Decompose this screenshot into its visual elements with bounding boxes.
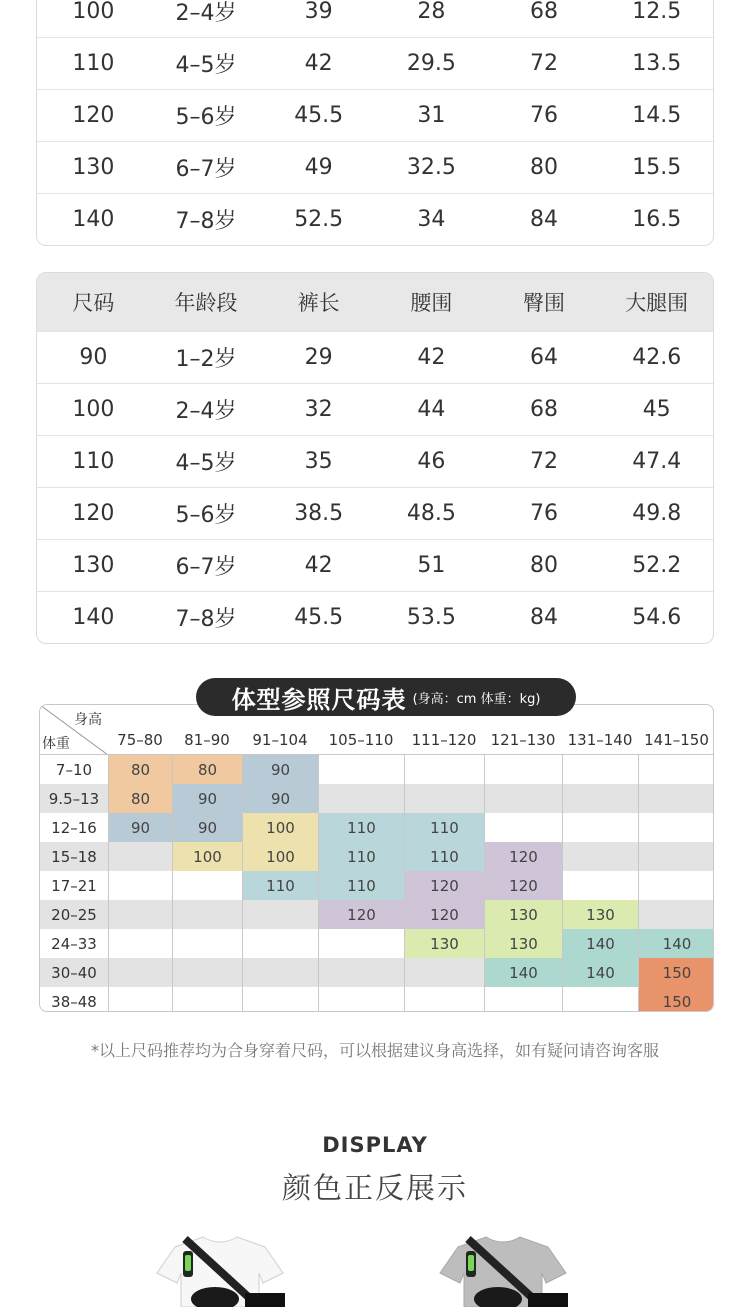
pants-size-cell: 100 <box>72 397 115 422</box>
header-hip: 臀围 <box>523 291 566 315</box>
size-recommendation-cell: 130 <box>562 900 638 929</box>
size-recommendation-cell <box>108 871 172 900</box>
size-cell: 16.5 <box>632 207 682 232</box>
size-recommendation-cell: 90 <box>242 755 318 784</box>
size-recommendation-cell <box>172 900 242 929</box>
size-recommendation-cell <box>318 958 404 987</box>
pants-size-cell: 53.5 <box>406 605 456 630</box>
size-recommendation-cell: 80 <box>108 755 172 784</box>
size-recommendation-cell <box>404 987 484 1012</box>
size-recommendation-cell <box>108 842 172 871</box>
pants-size-cell: 64 <box>530 345 559 370</box>
header-pants-length: 裤长 <box>297 291 340 315</box>
pants-size-cell: 35 <box>304 449 333 474</box>
size-recommendation-cell <box>172 871 242 900</box>
size-recommendation-cell: 110 <box>318 871 404 900</box>
pants-size-cell: 32 <box>304 397 333 422</box>
display-title-cn: 颜色正反展示 <box>281 1171 468 1205</box>
corner-weight-label: 体重 <box>42 736 70 752</box>
weight-row <box>40 813 714 842</box>
size-recommendation-cell: 90 <box>108 813 172 842</box>
chart-corner <box>40 705 108 755</box>
size-recommendation-cell: 110 <box>242 871 318 900</box>
table-row <box>37 141 713 193</box>
size-recommendation-cell: 150 <box>638 987 714 1012</box>
header-thigh: 大腿围 <box>625 291 689 315</box>
table-row <box>37 37 713 89</box>
size-cell: 68 <box>530 0 559 24</box>
weight-row <box>40 929 714 958</box>
size-cell: 7–8岁 <box>175 209 237 234</box>
size-cell: 14.5 <box>632 103 682 128</box>
size-recommendation-cell <box>562 813 638 842</box>
pants-size-cell: 49.8 <box>632 501 682 526</box>
pants-size-cell: 68 <box>530 397 559 422</box>
size-recommendation-cell <box>562 784 638 813</box>
size-cell: 45.5 <box>294 103 344 128</box>
pants-size-cell: 72 <box>530 449 559 474</box>
size-recommendation-cell <box>484 813 562 842</box>
pants-size-cell: 38.5 <box>294 501 344 526</box>
size-cell: 110 <box>72 51 115 76</box>
size-cell: 80 <box>530 155 559 180</box>
size-recommendation-cell <box>484 987 562 1012</box>
pants-size-cell: 120 <box>72 501 115 526</box>
weight-row <box>40 987 714 1012</box>
size-recommendation-cell <box>108 958 172 987</box>
height-range-header: 91–104 <box>252 731 308 749</box>
weight-row <box>40 900 714 929</box>
table-row <box>37 0 713 37</box>
size-recommendation-cell: 110 <box>318 813 404 842</box>
pants-size-cell: 54.6 <box>632 605 682 630</box>
size-cell: 15.5 <box>632 155 682 180</box>
size-recommendation-cell <box>638 871 714 900</box>
size-recommendation-cell <box>318 784 404 813</box>
pants-size-cell: 80 <box>530 553 559 578</box>
size-cell: 140 <box>72 207 115 232</box>
pants-size-cell: 45 <box>642 397 671 422</box>
pants-size-cell: 110 <box>72 449 115 474</box>
size-cell: 4–5岁 <box>175 53 237 78</box>
size-cell: 42 <box>304 51 333 76</box>
size-cell: 34 <box>417 207 446 232</box>
pants-size-cell: 46 <box>417 449 446 474</box>
pants-size-cell: 1–2岁 <box>175 347 237 372</box>
corner-height-label: 身高 <box>74 712 102 728</box>
height-range-header: 111–120 <box>411 731 477 749</box>
chart-subtitle-text: (身高：cm 体重：kg) <box>412 691 541 707</box>
size-recommendation-cell <box>638 900 714 929</box>
size-recommendation-cell: 140 <box>638 929 714 958</box>
size-recommendation-cell: 90 <box>242 784 318 813</box>
table-row <box>37 435 713 487</box>
pants-size-cell: 29 <box>304 345 333 370</box>
pants-size-cell: 5–6岁 <box>175 503 237 528</box>
size-recommendation-cell <box>108 900 172 929</box>
size-cell: 29.5 <box>406 51 456 76</box>
size-recommendation-cell: 120 <box>484 842 562 871</box>
size-cell: 39 <box>304 0 333 24</box>
size-cell: 130 <box>72 155 115 180</box>
size-recommendation-cell <box>562 871 638 900</box>
size-recommendation-cell <box>172 958 242 987</box>
weight-range-label: 7–10 <box>55 760 93 779</box>
size-recommendation-cell: 130 <box>484 929 562 958</box>
size-cell: 2–4岁 <box>175 1 237 26</box>
size-recommendation-cell: 140 <box>562 958 638 987</box>
size-recommendation-cell <box>562 755 638 784</box>
display-title-en: DISPLAY <box>322 1133 428 1157</box>
height-range-header: 81–90 <box>184 731 230 749</box>
size-recommendation-cell: 140 <box>562 929 638 958</box>
weight-range-label: 24–33 <box>51 934 97 953</box>
table-row <box>37 331 713 383</box>
size-cell: 49 <box>304 155 333 180</box>
size-recommendation-cell: 120 <box>318 900 404 929</box>
size-recommendation-cell: 100 <box>172 842 242 871</box>
height-range-header: 75–80 <box>117 731 163 749</box>
size-recommendation-cell <box>242 929 318 958</box>
pants-size-cell: 4–5岁 <box>175 451 237 476</box>
pants-size-cell: 47.4 <box>632 449 682 474</box>
table-row <box>37 591 713 643</box>
size-recommendation-cell <box>318 987 404 1012</box>
size-recommendation-cell: 100 <box>242 842 318 871</box>
size-cell: 28 <box>417 0 446 24</box>
header-size: 尺码 <box>72 291 115 315</box>
pants-size-cell: 90 <box>79 345 108 370</box>
size-cell: 32.5 <box>406 155 456 180</box>
size-table-top <box>36 0 714 246</box>
size-recommendation-cell: 130 <box>484 900 562 929</box>
size-recommendation-cell <box>638 784 714 813</box>
pants-size-cell: 6–7岁 <box>175 555 237 580</box>
size-recommendation-cell <box>242 958 318 987</box>
size-recommendation-cell: 120 <box>404 871 484 900</box>
pants-size-cell: 84 <box>530 605 559 630</box>
size-recommendation-cell <box>638 842 714 871</box>
size-recommendation-cell: 140 <box>484 958 562 987</box>
size-recommendation-cell: 80 <box>172 755 242 784</box>
pants-size-cell: 42 <box>304 553 333 578</box>
size-recommendation-cell: 130 <box>404 929 484 958</box>
size-cell: 6–7岁 <box>175 157 237 182</box>
height-range-header: 141–150 <box>644 731 709 749</box>
header-age: 年龄段 <box>174 291 238 315</box>
size-cell: 52.5 <box>294 207 344 232</box>
table-header-row <box>37 273 713 331</box>
weight-row <box>40 755 714 784</box>
size-cell: 76 <box>530 103 559 128</box>
pants-size-cell: 45.5 <box>294 605 344 630</box>
size-recommendation-cell <box>242 987 318 1012</box>
size-recommendation-cell <box>484 784 562 813</box>
weight-range-label: 17–21 <box>51 876 97 895</box>
table-row <box>37 89 713 141</box>
size-recommendation-cell <box>242 900 318 929</box>
size-cell: 13.5 <box>632 51 682 76</box>
pants-size-cell: 7–8岁 <box>175 607 237 632</box>
size-recommendation-cell: 80 <box>108 784 172 813</box>
size-recommendation-cell <box>562 842 638 871</box>
weight-row <box>40 958 714 987</box>
size-cell: 12.5 <box>632 0 682 24</box>
table-row <box>37 487 713 539</box>
size-cell: 84 <box>530 207 559 232</box>
white-tshirt-image <box>145 1233 295 1307</box>
pants-size-cell: 2–4岁 <box>175 399 237 424</box>
pants-size-cell: 42.6 <box>632 345 682 370</box>
weight-row <box>40 871 714 900</box>
size-recommendation-cell <box>638 755 714 784</box>
weight-range-label: 30–40 <box>51 963 97 982</box>
size-recommendation-cell <box>108 929 172 958</box>
size-recommendation-cell: 90 <box>172 813 242 842</box>
weight-range-label: 15–18 <box>51 847 97 866</box>
height-range-header: 131–140 <box>567 731 633 749</box>
size-recommendation-cell <box>172 929 242 958</box>
pants-size-cell: 52.2 <box>632 553 682 578</box>
pants-size-cell: 130 <box>72 553 115 578</box>
weight-range-label: 20–25 <box>51 905 97 924</box>
weight-range-label: 9.5–13 <box>48 789 100 808</box>
size-cell: 72 <box>530 51 559 76</box>
table-row <box>37 383 713 435</box>
size-recommendation-cell <box>404 755 484 784</box>
header-divider <box>40 754 714 755</box>
size-note: *以上尺码推荐均为合身穿着尺码，可以根据建议身高选择，如有疑问请咨询客服 <box>90 1041 659 1060</box>
height-range-header: 121–130 <box>490 731 556 749</box>
height-range-header: 105–110 <box>328 731 394 749</box>
pants-size-cell: 140 <box>72 605 115 630</box>
weight-range-label: 12–16 <box>51 818 97 837</box>
size-recommendation-cell <box>318 755 404 784</box>
size-recommendation-cell <box>318 929 404 958</box>
size-recommendation-cell: 120 <box>484 871 562 900</box>
header-waist: 腰围 <box>410 291 453 315</box>
grey-tshirt-image <box>428 1233 578 1307</box>
weight-row <box>40 784 714 813</box>
size-recommendation-cell <box>404 784 484 813</box>
weight-range-label: 38–48 <box>51 992 97 1011</box>
pants-size-cell: 48.5 <box>406 501 456 526</box>
size-recommendation-cell: 110 <box>404 842 484 871</box>
pants-size-table <box>36 272 714 644</box>
size-cell: 31 <box>417 103 446 128</box>
size-cell: 120 <box>72 103 115 128</box>
body-chart-title <box>196 678 576 716</box>
body-type-chart <box>39 704 714 1012</box>
pants-size-cell: 51 <box>417 553 446 578</box>
pants-size-cell: 76 <box>530 501 559 526</box>
size-recommendation-cell: 110 <box>318 842 404 871</box>
size-recommendation-cell: 110 <box>404 813 484 842</box>
table-row <box>37 193 713 245</box>
size-recommendation-cell: 150 <box>638 958 714 987</box>
size-recommendation-cell <box>562 987 638 1012</box>
size-recommendation-cell: 100 <box>242 813 318 842</box>
chart-title-text: 体型参照尺码表 <box>231 685 407 714</box>
size-recommendation-cell <box>404 958 484 987</box>
pants-size-cell: 42 <box>417 345 446 370</box>
size-recommendation-cell <box>108 987 172 1012</box>
size-recommendation-cell <box>484 755 562 784</box>
size-recommendation-cell: 90 <box>172 784 242 813</box>
size-recommendation-cell <box>172 987 242 1012</box>
pants-size-cell: 44 <box>417 397 446 422</box>
size-recommendation-cell <box>638 813 714 842</box>
size-cell: 100 <box>72 0 115 24</box>
weight-row <box>40 842 714 871</box>
size-cell: 5–6岁 <box>175 105 237 130</box>
table-row <box>37 539 713 591</box>
size-recommendation-cell: 120 <box>404 900 484 929</box>
